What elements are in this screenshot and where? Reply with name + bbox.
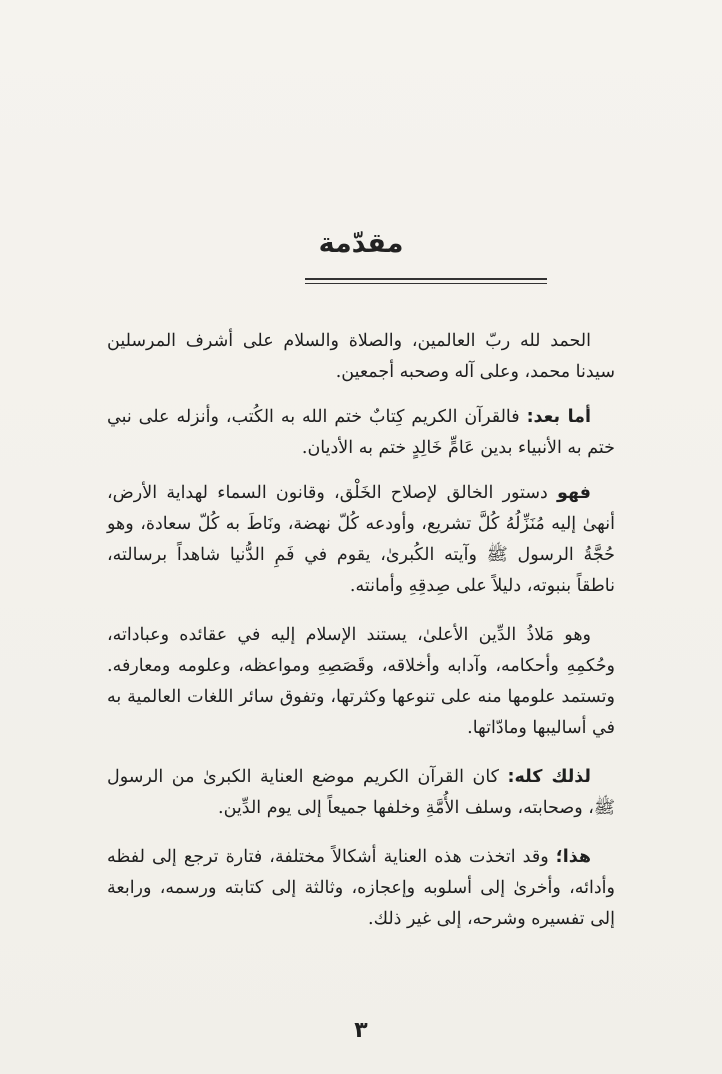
page-title: مقدّمة	[318, 228, 404, 259]
paragraph-text: وهو مَلاذُ الدِّين الأعلىٰ، يستند الإسلام إليه في عقائده وعباداته، وحُكمِهِ وأحكامه، وآدابه وأخلاقه، وقَصَصِهِ ومواعظه، وعلومه ومعارفه. وتستمد علومها منه على تنوعها وكثرتها، وتفوق سائر اللغات العالمية به في أساليبها ومادّاتها.	[107, 625, 615, 738]
paragraph-2	[107, 402, 615, 464]
title-underline-thin	[305, 283, 547, 284]
page-number: ٣	[354, 1018, 368, 1043]
paragraph-text: كان القرآن الكريم موضع العناية الكبرىٰ من الرسول ﷺ، وصحابته، وسلف الأُمَّةِ وخلفها جميعاً إلى يوم الدِّين.	[107, 767, 615, 818]
paragraph-1	[107, 326, 615, 388]
paragraph-text: دستور الخالق لإصلاح الخَلْق، وقانون السماء لهداية الأرض، أنهىٰ إليه مُنَزِّلُهُ كُلَّ تشريع، وأودعه كُلّ نهضة، ونَاطَ به كُلّ سعادة، وهو حُجَّةُ الرسول ﷺ وآيته الكُبرىٰ، يقوم في فَمِ الدُّنيا شاهداً برسالته، ناطقاً بنبوته، دليلاً على صِدقِهِ وأمانته.	[107, 483, 615, 596]
paragraph-lead: أما بعد:	[526, 407, 591, 427]
paragraph-lead: فهو	[557, 483, 591, 503]
paragraph-text: الحمد لله ربّ العالمين، والصلاة والسلام على أشرف المرسلين سيدنا محمد، وعلى آله وصحبه أجمعين.	[107, 331, 615, 382]
paragraph-text: فالقرآن الكريم كِتابٌ ختم الله به الكُتب، وأنزله على نبي ختم به الأنبياء بدين عَامٍّ خَالِدٍ ختم به الأديان.	[107, 407, 615, 458]
body-text	[107, 326, 615, 935]
paragraph-3	[107, 478, 615, 602]
paragraph-6	[107, 842, 615, 935]
title-underline-thick	[305, 278, 547, 280]
paragraph-5	[107, 762, 615, 824]
paragraph-4	[107, 620, 615, 744]
paragraph-text: وقد اتخذت هذه العناية أشكالاً مختلفة، فتارة ترجع إلى لفظه وأدائه، وأخرىٰ إلى أسلوبه وإعجازه، وثالثة إلى كتابته ورسمه، ورابعة إلى تفسيره وشرحه، إلى غير ذلك.	[107, 847, 615, 929]
paragraph-lead: هذا؛	[555, 847, 591, 867]
paragraph-lead: لذلك كله:	[507, 767, 591, 787]
